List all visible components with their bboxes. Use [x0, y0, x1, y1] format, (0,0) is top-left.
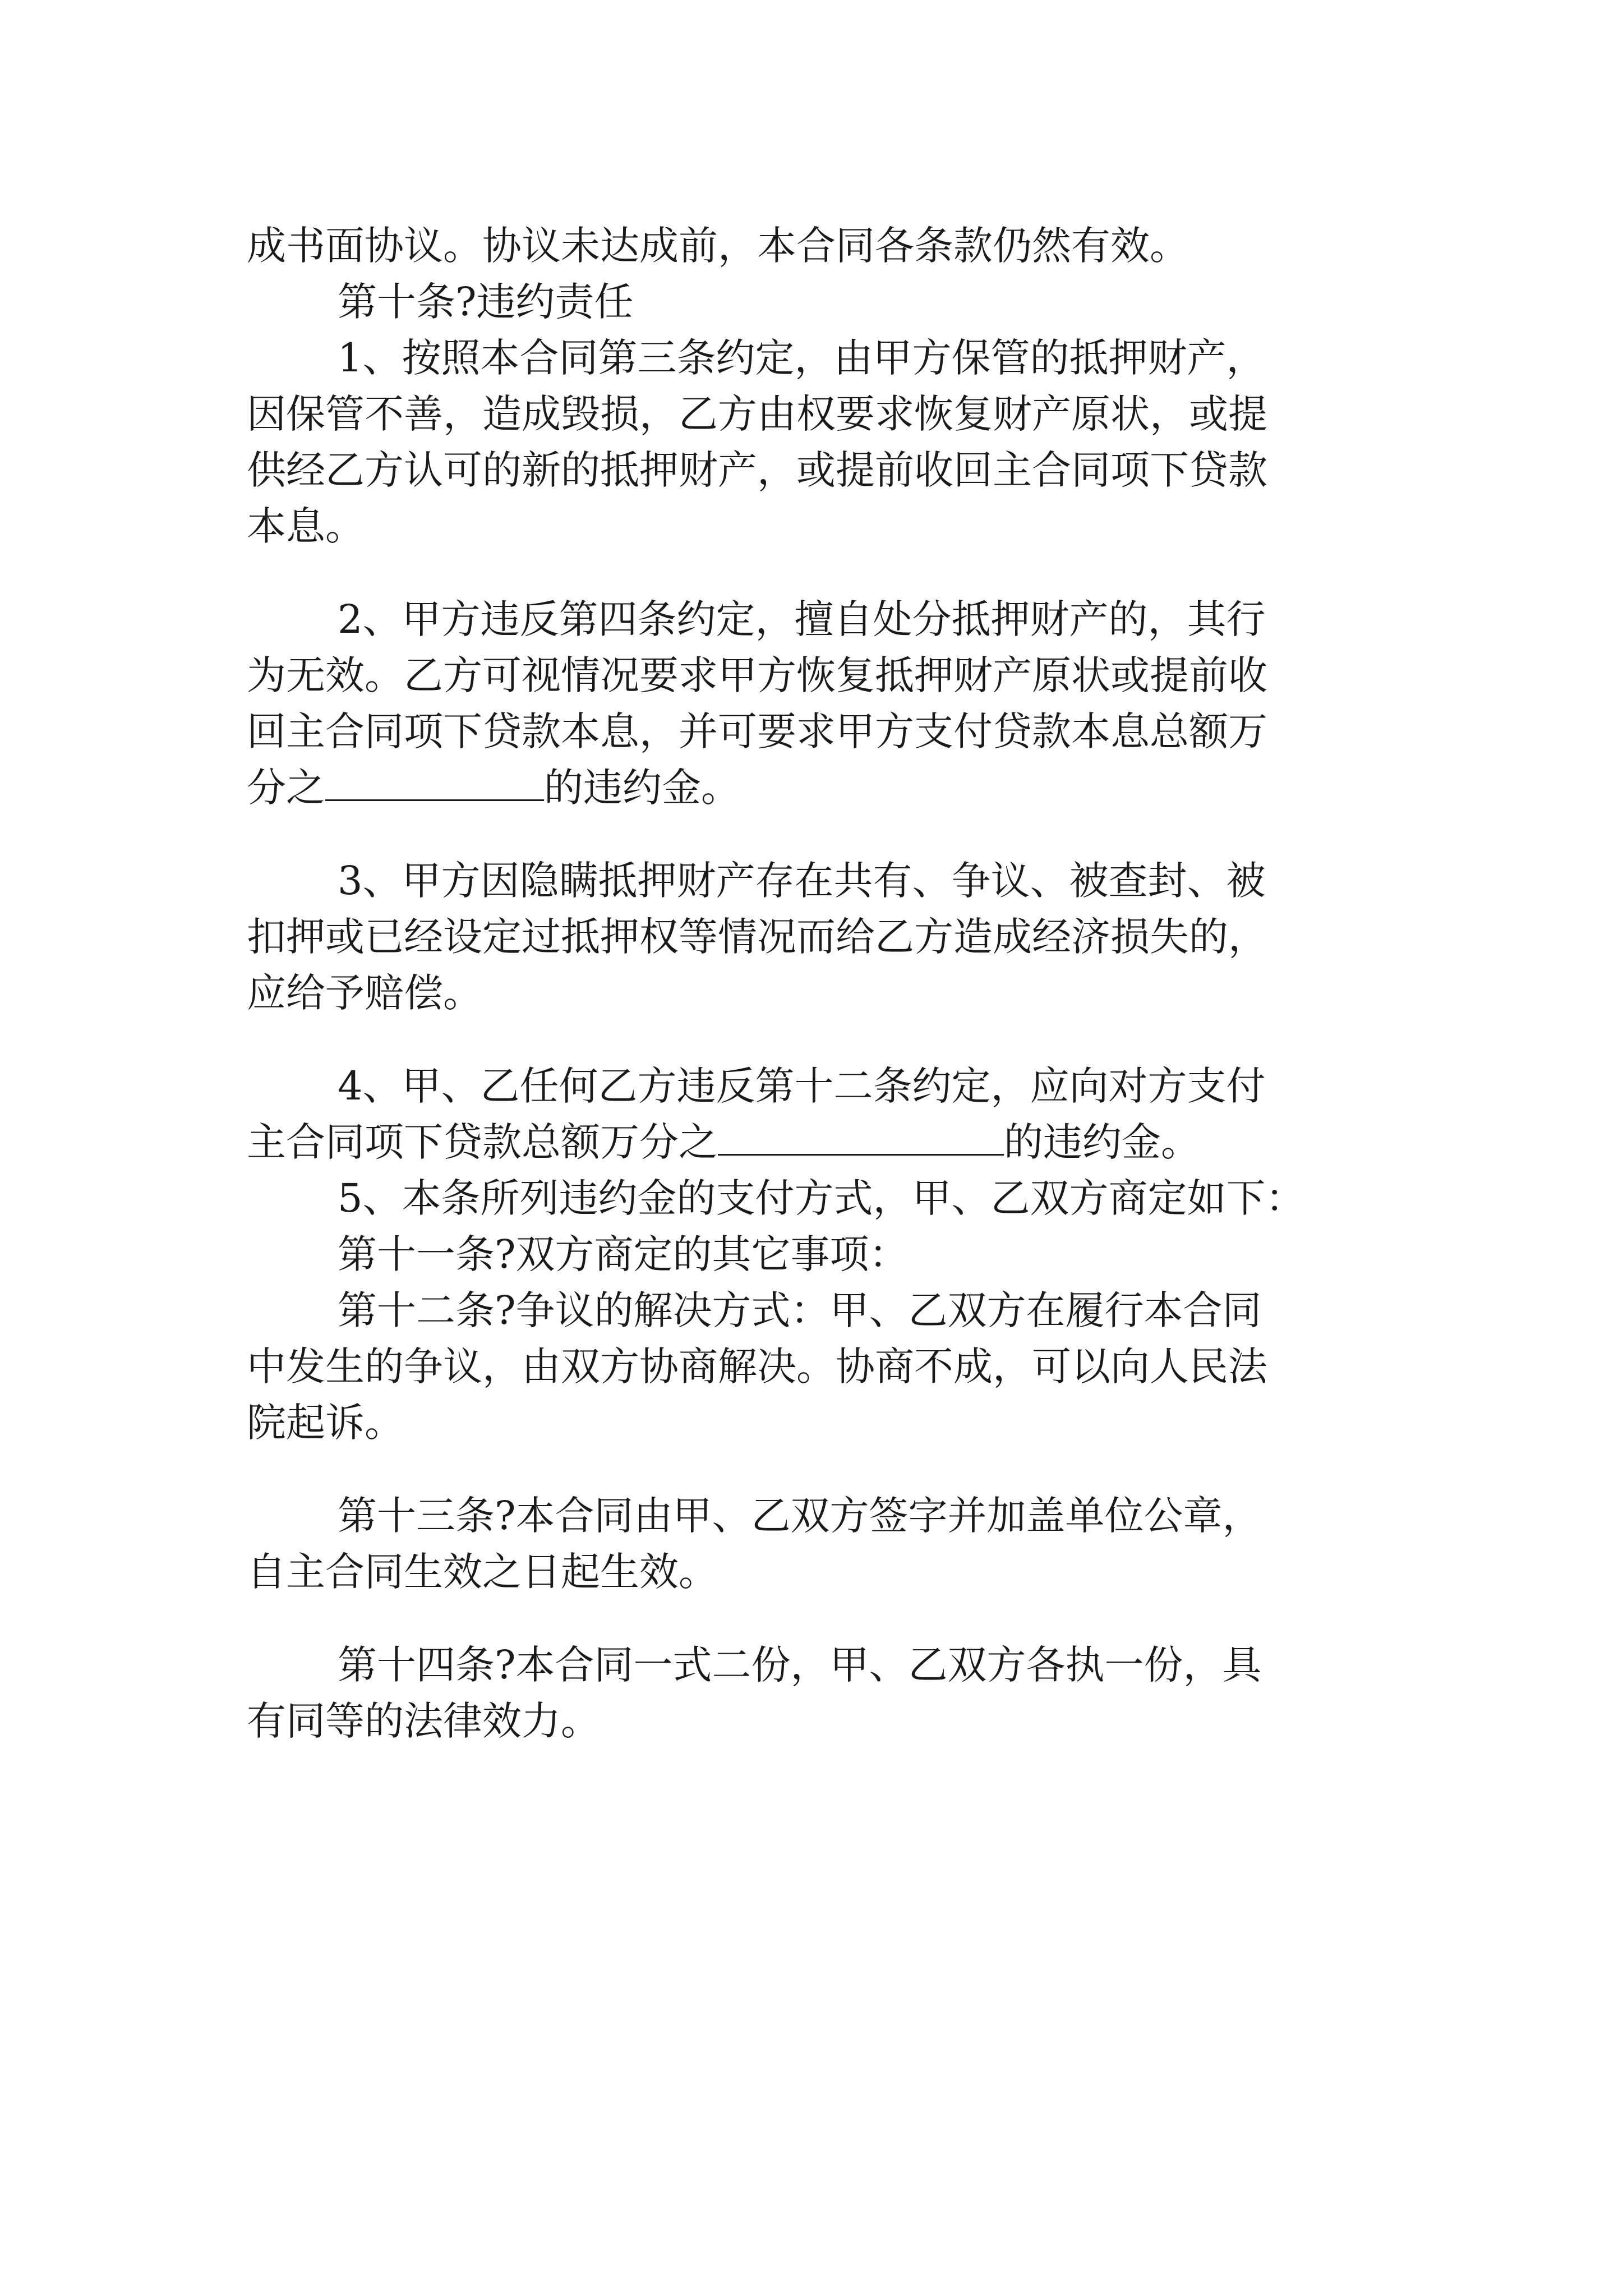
clause-3-line: 扣押或已经设定过抵押权等情况而给乙方造成经济损失的， [247, 914, 1267, 960]
clause-1-line: 供经乙方认可的新的抵押财产，或提前收回主合同项下贷款 [247, 447, 1267, 493]
clause-1-line: 因保管不善，造成毁损，乙方由权要求恢复财产原状，或提 [247, 391, 1267, 437]
clause-2-line: 为无效。乙方可视情况要求甲方恢复抵押财产原状或提前收 [247, 652, 1267, 698]
text-fragment: 主合同项下贷款总额万分之 [247, 1119, 718, 1165]
clause-4-line [247, 1114, 1396, 1170]
article-14-line: 有同等的法律效力。 [247, 1698, 600, 1744]
clause-5-line: 5、本条所列违约金的支付方式，甲、乙双方商定如下： [338, 1175, 1305, 1221]
clause-2-line [247, 760, 1396, 816]
text-fragment: 的违约金。 [544, 765, 740, 811]
text-fragment: 的违约金。 [1004, 1119, 1200, 1165]
article-11-heading: 第十一条?双方商定的其它事项： [338, 1231, 909, 1277]
article-12-line: 院起诉。 [247, 1400, 404, 1446]
clause-4-line: 4、甲、乙任何乙方违反第十二条约定，应向对方支付 [338, 1063, 1266, 1109]
clause-3-line: 应给予赔偿。 [247, 970, 482, 1016]
document-page [247, 218, 1396, 1749]
article-13-line: 自主合同生效之日起生效。 [247, 1549, 718, 1595]
article-10-heading: 第十条?违约责任 [338, 279, 634, 325]
text-line: 成书面协议。协议未达成前，本合同各条款仍然有效。 [247, 223, 1189, 269]
article-12-line: 中发生的争议，由双方协商解决。协商不成，可以向人民法 [247, 1343, 1267, 1389]
article-13-line: 第十三条?本合同由甲、乙双方签字并加盖单位公章， [338, 1493, 1262, 1539]
clause-1-line: 1、按照本合同第三条约定，由甲方保管的抵押财产， [338, 335, 1266, 381]
clause-2-line: 回主合同项下贷款本息，并可要求甲方支付贷款本息总额万 [247, 708, 1267, 754]
fill-in-blank [325, 762, 544, 801]
article-12-line: 第十二条?争议的解决方式：甲、乙双方在履行本合同 [338, 1287, 1262, 1333]
article-14-line: 第十四条?本合同一式二份，甲、乙双方各执一份，具 [338, 1642, 1262, 1688]
clause-3-line: 3、甲方因隐瞒抵押财产存在共有、争议、被查封、被 [338, 858, 1266, 904]
fill-in-blank [718, 1117, 1004, 1156]
clause-1-line: 本息。 [247, 503, 365, 549]
clause-2-line: 2、甲方违反第四条约定，擅自处分抵押财产的，其行 [338, 596, 1266, 642]
text-fragment: 分之 [247, 765, 325, 811]
